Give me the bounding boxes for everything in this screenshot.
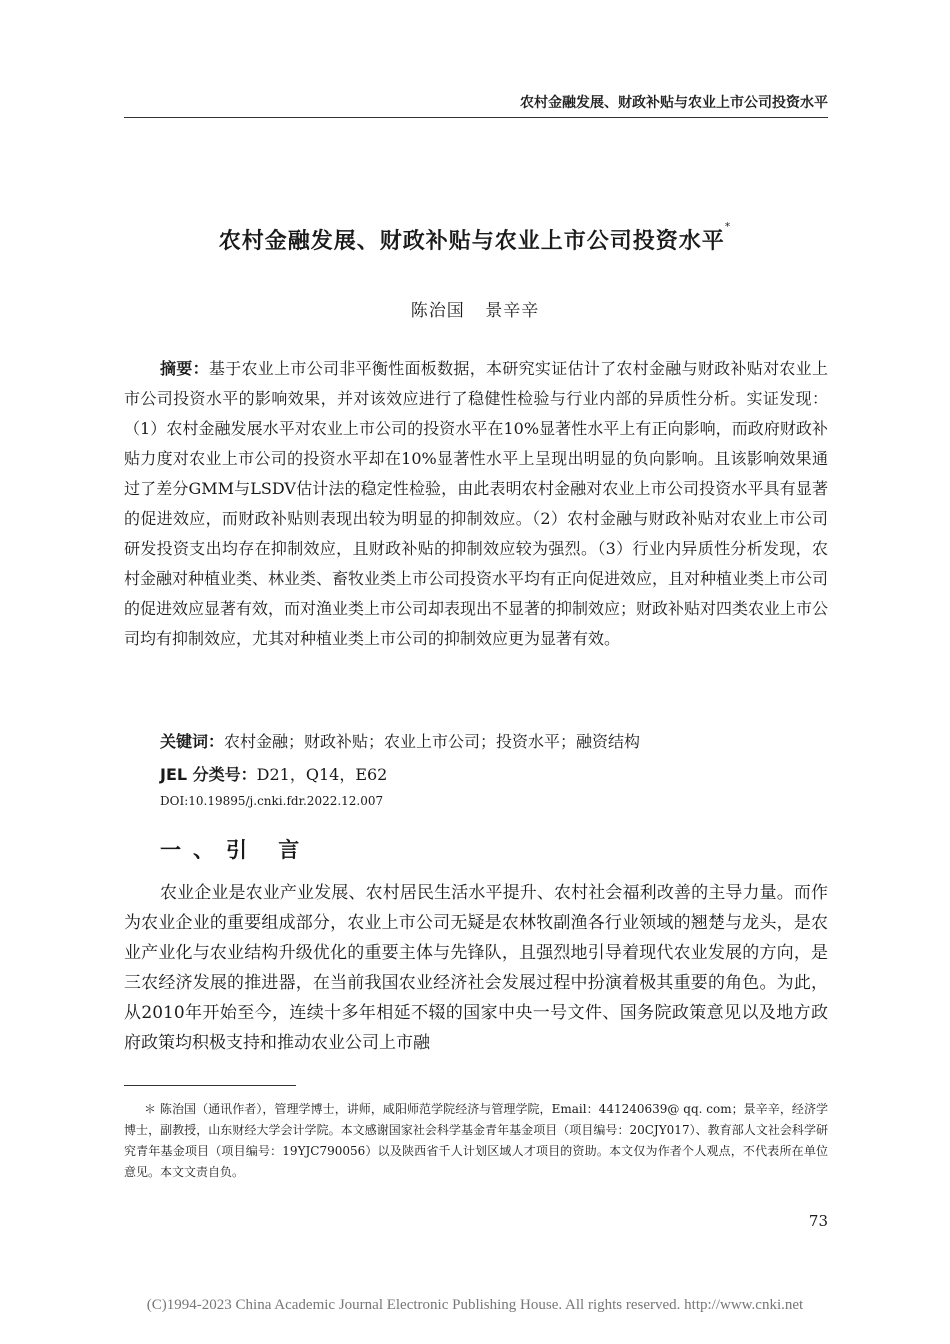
article-title-text: 农村金融发展、财政补贴与农业上市公司投资水平: [218, 229, 725, 254]
author-line: 陈治国 景辛辛: [410, 301, 540, 321]
abstract-label: 摘要：: [160, 359, 209, 378]
running-header: 农村金融发展、财政补贴与农业上市公司投资水平: [124, 92, 828, 118]
keywords-label: 关键词：: [160, 732, 225, 751]
keywords-line: [160, 729, 828, 752]
keywords-text: 农村金融；财政补贴；农业上市公司；投资水平；融资结构: [224, 732, 641, 751]
footnote-divider: [124, 1085, 296, 1086]
article-title: [100, 220, 850, 255]
body-paragraph: 农业企业是农业产业发展、农村居民生活水平提升、农村社会福利改善的主导力量。而作为农业企业的重要组成部分，农业上市公司无疑是农林牧副渔各行业领域的翘楚与龙头，是农业产业化与农业结构升级优化的重要主体与先锋队，且强烈地引导着现代农业发展的方向，是三农经济发展的推进器，在当前我国农业经济社会发展过程中扮演着极其重要的角色。为此，从2010年开始至今，连续十多年相延不辍的国家中央一号文件、国务院政策意见以及地方政府政策均积极支持和推动农业公司上市融: [124, 883, 828, 1053]
jel-text: D21，Q14，E62: [256, 765, 388, 784]
abstract: [124, 354, 828, 654]
section-heading: 一、引 言: [160, 838, 312, 862]
jel-line: [160, 762, 828, 785]
copyright-notice: (C)1994-2023 China Academic Journal Electronic Publishing House. All rights reserved. http://www.cnki.net: [146, 1297, 804, 1313]
footnote: ＊ 陈治国（通讯作者），管理学博士，讲师，咸阳师范学院经济与管理学院，Email：441240639@ qq. com；景辛辛，经济学博士，副教授，山东财经大学会计学院。本文感谢国家社会科学基金青年基金项目（项目编号：20CJY017）、教育部人文社会科学研究青年基金项目（项目编号：19YJC790056）以及陕西省千人计划区域人才项目的资助。本文仅为作者个人观点，不代表所在单位意见。本文文责自负。: [124, 1102, 828, 1179]
jel-label: JEL 分类号：: [160, 765, 257, 784]
page-number: 73: [808, 1212, 828, 1230]
abstract-text: 基于农业上市公司非平衡性面板数据，本研究实证估计了农村金融与财政补贴对农业上市公司投资水平的影响效果，并对该效应进行了稳健性检验与行业内部的异质性分析。实证发现：（1）农村金融发展水平对农业上市公司的投资水平在10%显著性水平上有正向影响，而政府财政补贴力度对农业上市公司的投资水平却在10%显著性水平上呈现出明显的负向影响。且该影响效果通过了差分GMM与LSDV估计法的稳定性检验，由此表明农村金融对农业上市公司投资水平具有显著的促进效应，而财政补贴则表现出较为明显的抑制效应。（2）农村金融与财政补贴对农业上市公司研发投资支出均存在抑制效应，且财政补贴的抑制效应较为强烈。（3）行业内异质性分析发现，农村金融对种植业类、林业类、畜牧业类上市公司投资水平均有正向促进效应，且对种植业类上市公司的促进效应显著有效，而对渔业类上市公司却表现出不显著的抑制效应；财政补贴对四类农业上市公司均有抑制效应，尤其对种植业类上市公司的抑制效应更为显著有效。: [124, 359, 829, 648]
title-footnote-marker: *: [724, 220, 732, 233]
doi-line: DOI:10.19895/j.cnki.fdr.2022.12.007: [160, 794, 384, 808]
